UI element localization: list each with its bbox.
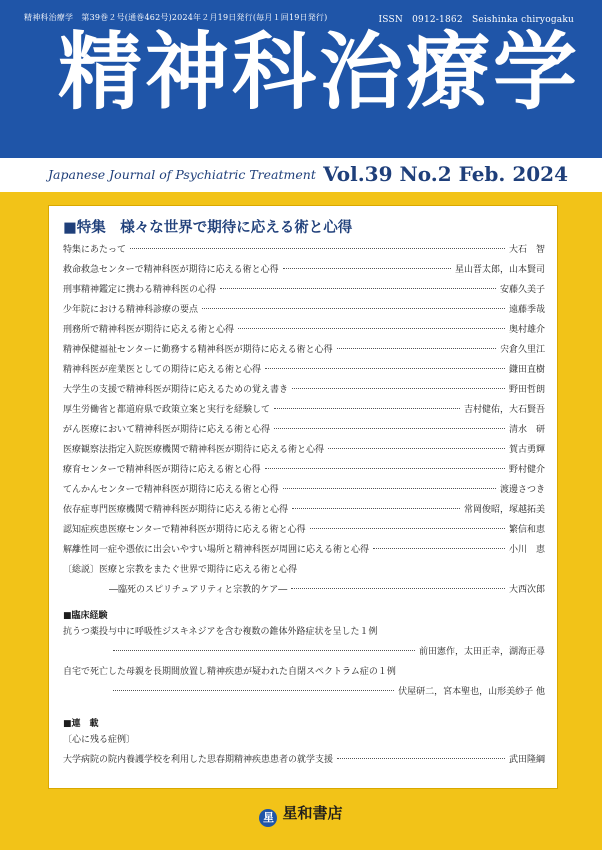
- toc-item[interactable]: 認知症疾患医療センターで精神科医が期待に応える術と心得 繁信和恵: [63, 525, 545, 535]
- toc-item[interactable]: 依存症専門医療機関で精神科医が期待に応える術と心得 常岡俊昭，塚越拓美: [63, 505, 545, 515]
- toc-item[interactable]: 大学生の支援で精神科医が期待に応えるための覚え書き 野田哲朗: [63, 385, 545, 395]
- contents-panel: [48, 205, 558, 789]
- overview-subtitle-line[interactable]: ―臨死のスピリチュアリティと宗教的ケア― 大西次郎: [109, 585, 545, 595]
- toc-item[interactable]: 解離性同一症や憑依に出会いやすい場所と精神科医が周囲に応える術と心得 小川 恵: [63, 545, 545, 555]
- clinical-item[interactable]: 自宅で死亡した母親を長期間放置し精神疾患が疑われた自閉スペクトラム症の１例: [63, 667, 396, 677]
- series-label: 〔心に残る症例〕: [63, 735, 136, 745]
- toc-item[interactable]: 厚生労働省と都道府県で政策立案と実行を経験して 吉村健佑，大石賢吾: [63, 405, 545, 415]
- toc-item[interactable]: 刑務所で精神科医が期待に応える術と心得 奥村雄介: [63, 325, 545, 335]
- toc-item[interactable]: 少年院における精神科診療の要点 遠藤季哉: [63, 305, 545, 315]
- issn-info: ISSN 0912-1862 Seishinka chiryogaku: [378, 15, 574, 25]
- series-heading: ■連 載: [63, 719, 99, 729]
- clinical-heading: ■臨床経験: [63, 611, 108, 621]
- english-title: Japanese Journal of Psychiatric Treatment: [48, 167, 316, 182]
- toc-item[interactable]: 精神科医が産業医としての期待に応える術と心得 鎌田直樹: [63, 365, 545, 375]
- toc-item[interactable]: てんかんセンターで精神科医が期待に応える術と心得 渡邊さつき: [63, 485, 545, 495]
- volume-info: Vol.39 No.2 Feb. 2024: [323, 162, 568, 186]
- publisher: [0, 802, 602, 827]
- toc-item[interactable]: 療育センターで精神科医が期待に応える術と心得 野村健介: [63, 465, 545, 475]
- subtitle-band: [0, 158, 602, 192]
- clinical-author-line: 前田憲作，太田正幸，湖海正尋: [109, 644, 545, 662]
- toc-item[interactable]: 救命救急センターで精神科医が期待に応える術と心得 星山晋太郎，山本賢司: [63, 265, 545, 275]
- series-item[interactable]: 大学病院の院内養護学校を利用した思春期精神疾患患者の就学支援 武田隆綱: [63, 755, 545, 765]
- header-band: [0, 0, 602, 158]
- issue-info: 精神科治療学 第39巻２号(通巻462号)2024年２月19日発行(毎月１回19日発行): [24, 13, 328, 22]
- overview-item[interactable]: 〔総説〕医療と宗教をまたぐ世界で期待に応える術と心得: [63, 565, 298, 575]
- feature-title: ■特集 様々な世界で期待に応える術と心得: [63, 220, 353, 236]
- toc-item[interactable]: 精神保健福祉センターに勤務する精神科医が期待に応える術と心得 宍倉久里江: [63, 345, 545, 355]
- journal-title: 精神科治療学: [58, 23, 581, 121]
- header-meta: [24, 12, 574, 23]
- clinical-item[interactable]: 抗うつ薬投与中に呼吸性ジスキネジアを含む複数の錐体外路症状を呈した１例: [63, 627, 378, 637]
- publisher-name: 星和書店: [282, 804, 343, 822]
- toc-item[interactable]: 刑事精神鑑定に携わる精神科医の心得 安藤久美子: [63, 285, 545, 295]
- publisher-logo-icon: 星: [259, 809, 277, 827]
- clinical-author-line: 伏屋研二，宮本聖也，山形美紗子 他: [109, 684, 545, 702]
- toc-item[interactable]: 特集にあたって 大石 智: [63, 245, 545, 255]
- toc-item[interactable]: 医療観察法指定入院医療機関で精神科医が期待に応える術と心得 賀古勇輝: [63, 445, 545, 455]
- toc-item[interactable]: がん医療において精神科医が期待に応える術と心得 清水 研: [63, 425, 545, 435]
